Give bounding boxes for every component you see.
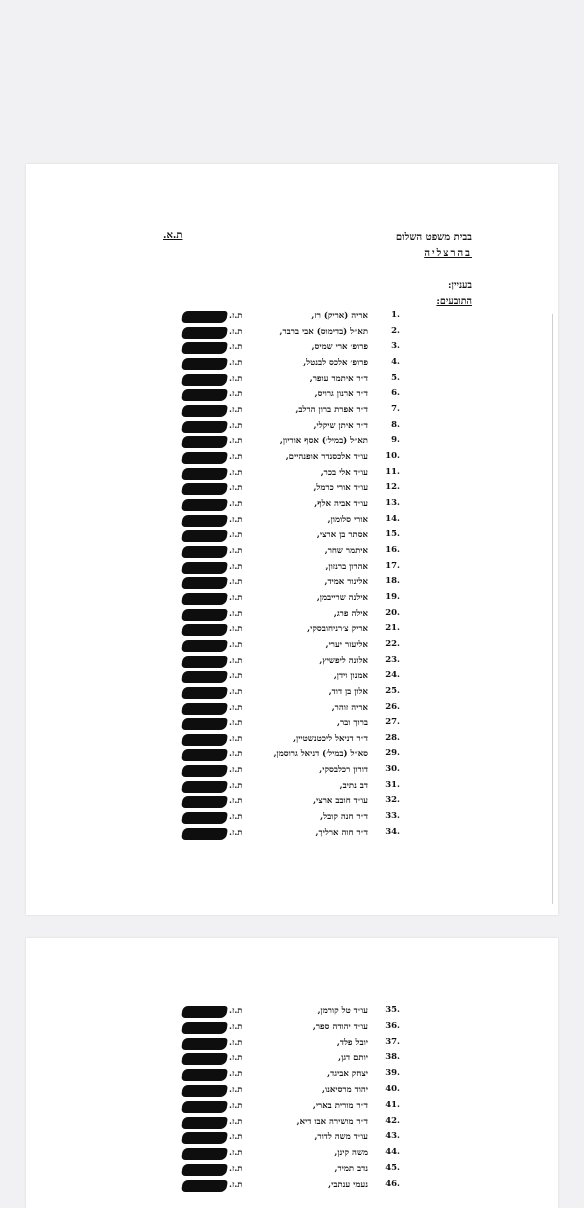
plaintiff-name: עו״ד יהודה ספר,: [312, 1021, 368, 1032]
in-the-matter-label: בעניין:: [448, 280, 472, 291]
id-label: ת.ז.: [229, 1100, 243, 1111]
id-label: ת.ז.: [229, 311, 243, 321]
plaintiff-number: 36.: [385, 1020, 400, 1031]
redaction-mark: [181, 468, 228, 480]
plaintiff-name: עו״ד משה לדור,: [314, 1132, 368, 1143]
plaintiff-row: [26, 310, 558, 325]
redaction-mark: [181, 499, 228, 511]
plaintiff-number: 35.: [385, 1005, 400, 1015]
id-label: ת.ז.: [229, 498, 243, 509]
plaintiff-number: 29.: [385, 748, 400, 759]
id-label: ת.ז.: [229, 671, 243, 682]
redaction-mark: [181, 1180, 228, 1192]
plaintiff-name: משה קינן,: [334, 1148, 368, 1159]
plaintiff-row: [26, 702, 558, 717]
plaintiff-number: 19.: [385, 591, 400, 602]
plaintiff-row: [26, 686, 558, 701]
plaintiff-number: 46.: [385, 1178, 400, 1189]
redaction-mark: [181, 1006, 228, 1018]
plaintiff-row: [26, 592, 558, 607]
redaction-mark: [181, 734, 228, 746]
plaintiff-row: [26, 514, 558, 529]
redaction-mark: [181, 703, 228, 715]
plaintiff-name: אריה זוהר,: [331, 702, 368, 713]
redaction-mark: [181, 421, 228, 433]
plaintiff-number: 44.: [385, 1147, 400, 1158]
plaintiff-row: [26, 811, 558, 826]
id-label: ת.ז.: [229, 765, 243, 776]
plaintiff-row: [26, 435, 558, 450]
plaintiff-name: עו״ד חובב ארצי,: [313, 796, 368, 807]
redaction-mark: [181, 828, 228, 840]
case-number: ת.א.: [163, 230, 183, 241]
plaintiff-row: [26, 670, 558, 685]
plaintiff-name: עו״ד אורי כרמל,: [313, 483, 368, 494]
id-label: ת.ז.: [229, 1085, 243, 1095]
plaintiff-number: 4.: [391, 356, 400, 367]
id-label: ת.ז.: [229, 1053, 243, 1064]
redaction-mark: [181, 1022, 228, 1034]
redaction-mark: [181, 1117, 228, 1129]
plaintiff-row: [26, 357, 558, 372]
redaction-mark: [181, 765, 228, 777]
id-label: ת.ז.: [229, 1021, 243, 1032]
plaintiff-name: עו״ד טל קורמן,: [317, 1006, 368, 1016]
plaintiff-row: [26, 326, 558, 341]
plaintiff-number: 41.: [385, 1099, 400, 1110]
id-label: ת.ז.: [229, 436, 243, 447]
plaintiff-number: 37.: [385, 1036, 400, 1047]
id-label: ת.ז.: [229, 749, 243, 760]
plaintiff-number: 14.: [385, 513, 400, 524]
redaction-mark: [181, 546, 228, 558]
plaintiff-name: ד״ר אפרת ברון הרלב,: [295, 404, 368, 415]
plaintiff-number: 39.: [385, 1068, 400, 1079]
plaintiff-row: [26, 1116, 558, 1131]
plaintiff-name: תא״ל (בדימוס) אבי ברבר,: [279, 326, 368, 337]
plaintiff-name: דב נתיב,: [339, 780, 368, 791]
plaintiff-name: פרופ׳ ארי שמיס,: [311, 342, 368, 353]
redaction-mark: [181, 640, 228, 652]
redaction-mark: [181, 624, 228, 636]
id-label: ת.ז.: [229, 530, 243, 541]
id-label: ת.ז.: [229, 812, 243, 823]
plaintiff-name: עו״ד אלכסנדר אופנהיים,: [285, 451, 368, 462]
redaction-mark: [181, 1101, 228, 1113]
plaintiff-name: ד״ר מורית בארי,: [312, 1100, 368, 1111]
plaintiff-row: [26, 780, 558, 795]
plaintiff-row: [26, 733, 558, 748]
id-label: ת.ז.: [229, 1006, 243, 1016]
id-label: ת.ז.: [229, 1037, 243, 1048]
redaction-mark: [181, 1085, 228, 1097]
id-label: ת.ז.: [229, 718, 243, 729]
plaintiff-name: סא״ל (במיל׳) דניאל גרוסמן,: [273, 749, 368, 760]
redaction-mark: [181, 656, 228, 668]
plaintiff-name: אלון בן דוד,: [328, 686, 368, 697]
plaintiff-row: [26, 623, 558, 638]
plaintiff-row: [26, 482, 558, 497]
id-label: ת.ז.: [229, 1069, 243, 1080]
plaintiff-row: [26, 420, 558, 435]
plaintiff-number: 28.: [385, 732, 400, 743]
plaintiff-row: [26, 529, 558, 544]
plaintiff-name: ד״ר חוה ארליך,: [315, 827, 368, 838]
plaintiff-number: 24.: [385, 670, 400, 681]
plaintiff-row: [26, 1100, 558, 1115]
id-label: ת.ז.: [229, 342, 243, 353]
plaintiff-name: ד״ר חנה קובל,: [320, 812, 368, 823]
plaintiff-row: [26, 373, 558, 388]
plaintiff-number: 3.: [391, 341, 400, 352]
redaction-mark: [181, 311, 228, 323]
plaintiff-number: 21.: [385, 623, 400, 634]
plaintiff-number: 27.: [385, 717, 400, 728]
plaintiff-name: יצחק אביגד,: [327, 1069, 368, 1080]
redaction-mark: [181, 1164, 228, 1176]
redaction-mark: [181, 405, 228, 417]
redaction-mark: [181, 718, 228, 730]
plaintiff-number: 31.: [385, 779, 400, 790]
plaintiff-row: [26, 1068, 558, 1083]
redaction-mark: [181, 1038, 228, 1050]
plaintiff-number: 16.: [385, 544, 400, 555]
plaintiff-number: 15.: [385, 529, 400, 540]
id-label: ת.ז.: [229, 1116, 243, 1127]
plaintiff-number: 45.: [385, 1163, 400, 1173]
id-label: ת.ז.: [229, 357, 243, 368]
plaintiff-row: [26, 1084, 558, 1099]
plaintiff-number: 32.: [385, 795, 400, 806]
id-label: ת.ז.: [229, 733, 243, 744]
redaction-mark: [181, 781, 228, 793]
id-label: ת.ז.: [229, 545, 243, 556]
redaction-mark: [181, 1069, 228, 1081]
plaintiff-number: 8.: [391, 419, 400, 430]
plaintiff-name: אילה פרג,: [333, 608, 368, 619]
plaintiff-name: אריק צ׳רניחובסקי,: [307, 624, 368, 635]
plaintiff-number: 6.: [391, 388, 400, 399]
plaintiff-name: יותם דגן,: [338, 1053, 368, 1064]
plaintiff-number: 7.: [391, 403, 400, 414]
plaintiff-row: [26, 655, 558, 670]
id-label: ת.ז.: [229, 639, 243, 650]
redaction-mark: [181, 812, 228, 824]
plaintiff-row: [26, 1021, 558, 1036]
redaction-mark: [181, 796, 228, 808]
plaintiff-number: 12.: [385, 482, 400, 493]
plaintiff-row: [26, 748, 558, 763]
plaintiff-name: אילנה שרייבמן,: [316, 592, 368, 603]
plaintiff-row: [26, 764, 558, 779]
redaction-mark: [181, 358, 228, 370]
plaintiff-row: [26, 1037, 558, 1052]
id-label: ת.ז.: [229, 592, 243, 603]
plaintiff-row: [26, 717, 558, 732]
plaintiff-row: [26, 404, 558, 419]
id-label: ת.ז.: [229, 451, 243, 462]
plaintiff-row: [26, 608, 558, 623]
plaintiff-name: אמנון וידן,: [333, 671, 368, 682]
redaction-mark: [181, 389, 228, 401]
redaction-mark: [181, 687, 228, 699]
plaintiff-name: נעמי ענתבי,: [328, 1179, 368, 1190]
court-city: בהרצליה: [424, 248, 472, 259]
plaintiff-number: 26.: [385, 701, 400, 712]
plaintiff-name: אסתר בן ארצי,: [316, 530, 368, 541]
plaintiff-name: אהרון ברנזון,: [325, 561, 368, 572]
plaintiff-row: [26, 561, 558, 576]
plaintiff-number: 38.: [385, 1052, 400, 1063]
id-label: ת.ז.: [229, 404, 243, 415]
id-label: ת.ז.: [229, 1179, 243, 1190]
plaintiff-number: 1.: [391, 310, 400, 320]
plaintiff-row: [26, 827, 558, 842]
plaintiff-name: יובל פלד,: [336, 1037, 368, 1048]
plaintiff-name: ד״ר איתן שיקלי,: [313, 420, 368, 431]
plaintiff-name: אורי סלומון,: [327, 514, 368, 525]
plaintiff-row: [26, 467, 558, 482]
plaintiff-number: 25.: [385, 685, 400, 696]
plaintiff-name: ד״ר ארנון גרויס,: [314, 389, 368, 400]
plaintiff-number: 2.: [391, 325, 400, 336]
scan-edge-line: [552, 314, 553, 904]
plaintiff-name: איתמר שחר,: [324, 545, 368, 556]
document-page-1: [26, 164, 558, 915]
id-label: ת.ז.: [229, 1164, 243, 1174]
redaction-mark: [181, 515, 228, 527]
plaintiff-row: [26, 1131, 558, 1146]
plaintiff-row: [26, 576, 558, 591]
id-label: ת.ז.: [229, 1132, 243, 1143]
id-label: ת.ז.: [229, 608, 243, 619]
redaction-mark: [181, 1053, 228, 1065]
plaintiff-number: 20.: [385, 607, 400, 618]
plaintiff-name: אלינור אמיד,: [324, 577, 368, 588]
plaintiff-number: 42.: [385, 1115, 400, 1126]
plaintiff-number: 30.: [385, 764, 400, 775]
court-name: בבית משפט השלום: [395, 232, 472, 243]
redaction-mark: [181, 1148, 228, 1160]
plaintiff-row: [26, 498, 558, 513]
redaction-mark: [181, 577, 228, 589]
id-label: ת.ז.: [229, 514, 243, 525]
id-label: ת.ז.: [229, 1148, 243, 1159]
plaintiff-row: [26, 639, 558, 654]
plaintiff-row: [26, 1005, 558, 1020]
plaintiff-name: ד״ר איתמר עופר,: [309, 373, 368, 384]
plaintiff-name: אלונה ליפשיץ,: [319, 655, 368, 666]
document-page-2: [26, 938, 558, 1208]
plaintiff-row: [26, 1147, 558, 1162]
id-label: ת.ז.: [229, 561, 243, 572]
plaintiff-name: עו״ד אביה אלף,: [314, 498, 368, 509]
redaction-mark: [181, 452, 228, 464]
redaction-mark: [181, 1132, 228, 1144]
id-label: ת.ז.: [229, 686, 243, 697]
id-label: ת.ז.: [229, 577, 243, 588]
plaintiff-name: פרופ׳ אלכס לבנטל,: [303, 357, 368, 368]
redaction-mark: [181, 593, 228, 605]
plaintiff-row: [26, 795, 558, 810]
plaintiff-name: ד״ר דניאל ליכטנשטיין,: [293, 733, 368, 744]
redaction-mark: [181, 483, 228, 495]
redaction-mark: [181, 436, 228, 448]
id-label: ת.ז.: [229, 827, 243, 838]
plaintiff-row: [26, 451, 558, 466]
plaintiff-number: 34.: [385, 826, 400, 837]
redaction-mark: [181, 749, 228, 761]
redaction-mark: [181, 374, 228, 386]
plaintiff-row: [26, 1163, 558, 1178]
id-label: ת.ז.: [229, 467, 243, 478]
plaintiff-name: דורון רכלבסקי,: [319, 765, 368, 776]
plaintiff-row: [26, 1052, 558, 1067]
plaintiff-row: [26, 341, 558, 356]
id-label: ת.ז.: [229, 702, 243, 713]
plaintiff-number: 40.: [385, 1084, 400, 1094]
plaintiff-name: נדב תמיר,: [334, 1164, 368, 1174]
plaintiff-name: ד״ר מושירה אבו דיא,: [296, 1116, 368, 1127]
plaintiff-number: 5.: [391, 372, 400, 383]
plaintiff-number: 43.: [385, 1131, 400, 1142]
plaintiff-name: אריה (אריק) רז,: [311, 311, 368, 321]
id-label: ת.ז.: [229, 483, 243, 494]
plaintiff-row: [26, 388, 558, 403]
id-label: ת.ז.: [229, 655, 243, 666]
plaintiff-number: 11.: [385, 466, 400, 477]
plaintiff-number: 23.: [385, 654, 400, 665]
plaintiffs-label: התובעים:: [436, 296, 472, 307]
id-label: ת.ז.: [229, 796, 243, 807]
redaction-mark: [181, 530, 228, 542]
plaintiff-name: יהוד מרסיאנו,: [322, 1085, 368, 1095]
plaintiff-name: עו״ד אלי בכר,: [320, 467, 368, 478]
id-label: ת.ז.: [229, 780, 243, 791]
redaction-mark: [181, 342, 228, 354]
plaintiff-number: 10.: [385, 450, 400, 461]
plaintiff-name: אליעזר יערי,: [325, 639, 368, 650]
plaintiff-number: 9.: [391, 435, 400, 446]
plaintiff-row: [26, 1179, 558, 1194]
plaintiff-row: [26, 545, 558, 560]
id-label: ת.ז.: [229, 624, 243, 635]
plaintiff-number: 33.: [385, 811, 400, 822]
redaction-mark: [181, 609, 228, 621]
id-label: ת.ז.: [229, 373, 243, 384]
plaintiff-name: ברוך ובר,: [337, 718, 368, 729]
plaintiff-number: 17.: [385, 560, 400, 571]
redaction-mark: [181, 562, 228, 574]
plaintiff-number: 18.: [385, 576, 400, 587]
id-label: ת.ז.: [229, 326, 243, 337]
id-label: ת.ז.: [229, 389, 243, 400]
plaintiff-number: 13.: [385, 497, 400, 508]
plaintiff-number: 22.: [385, 638, 400, 649]
redaction-mark: [181, 327, 228, 339]
redaction-mark: [181, 671, 228, 683]
plaintiff-name: תא״ל (במיל׳) אסף אוריון,: [279, 436, 368, 447]
id-label: ת.ז.: [229, 420, 243, 431]
